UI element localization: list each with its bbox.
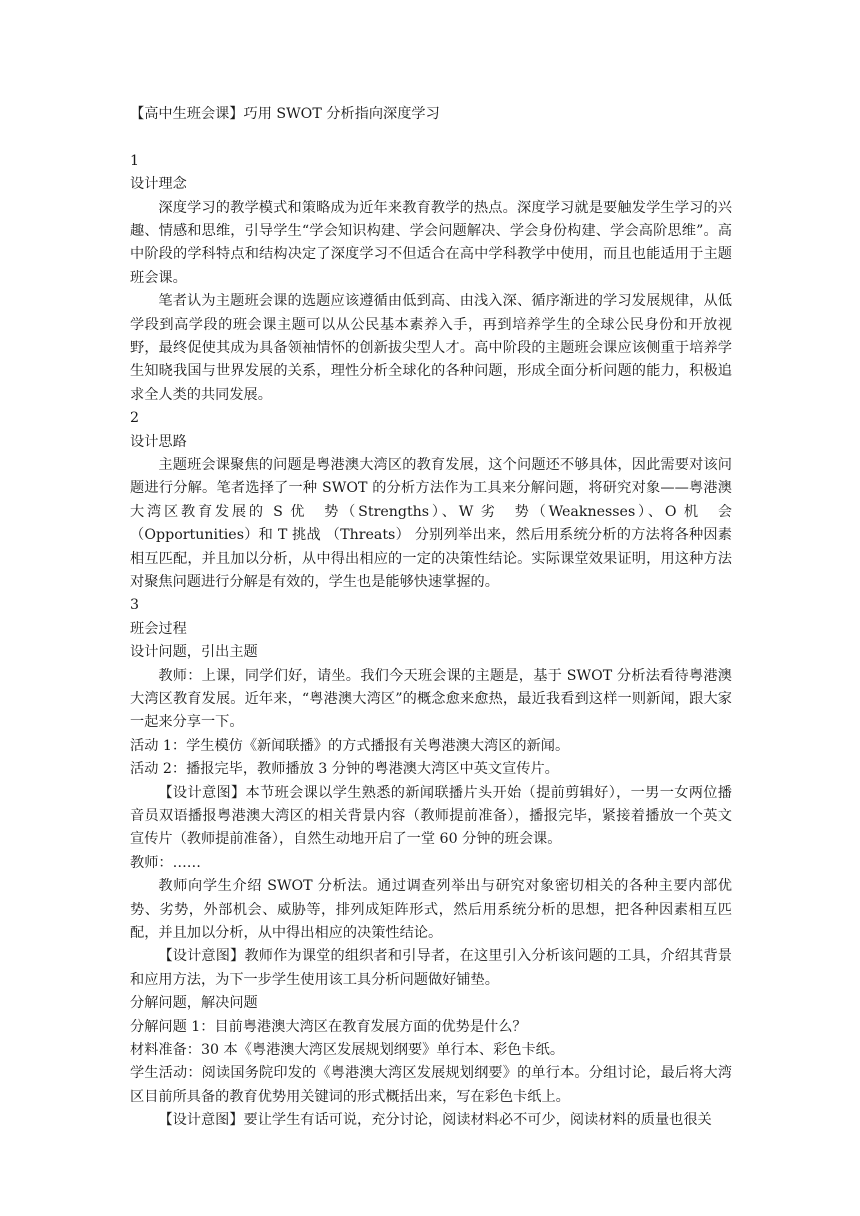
activity-2: 活动 2：播报完毕，教师播放 3 分钟的粤港澳大湾区中英文宣传片。 — [130, 761, 559, 778]
design-intent-3: 【设计意图】要让学生有话可说，充分讨论，阅读材料必不可少，阅读材料的质量也很关 — [158, 1112, 712, 1129]
design-intent-2: 【设计意图】教师作为课堂的组织者和引导者，在这里引入分析该问题的工具，介绍其背景和应用方法，为下一步学生使用该工具分析问题做好铺垫。 — [130, 948, 732, 988]
subheading-design-question: 设计问题，引出主题 — [130, 644, 258, 661]
design-intent-1: 【设计意图】本节班会课以学生熟悉的新闻联播片头开始（提前剪辑好），一男一女两位播音员双语播报粤港澳大湾区的相关背景内容（教师提前准备），播报完毕，紧接着播放一个英文宣传片（教师提前准备），自然生动地开启了一堂 60 分钟的班会课。 — [130, 784, 732, 848]
subheading-decompose-problem: 分解问题，解决问题 — [130, 995, 258, 1012]
swot-intro-paragraph: 教师向学生介绍 SWOT 分析法。通过调查列举出与研究对象密切相关的各种主要内部优势、劣势，外部机会、威胁等，排列成矩阵形式，然后用系统分析的思想，把各种因素相互匹配，并且加以分析，从中得出相应的决策性结论。 — [130, 878, 732, 942]
question-1: 分解问题 1：目前粤港澳大湾区在教育发展方面的优势是什么？ — [130, 1018, 527, 1035]
section-1-heading: 设计理念 — [130, 176, 187, 193]
section-2-paragraph-1: 主题班会课聚焦的问题是粤港澳大湾区的教育发展，这个问题还不够具体，因此需要对该问题进行分解。笔者选择了一种 SWOT 的分析方法作为工具来分解问题，将研究对象——粤港澳大湾区教育发展的 S 优 势（Strengths）、W 劣 势（Weaknesses）、O 机 会（Opportunities）和 T 挑战 （Threats） 分别列举出来，然后用系统分析的方法将各种因素相互匹配，并且加以分析，从中得出相应的一定的决策性结论。实际课堂效果证明，用这种方法对聚焦问题进行分解是有效的，学生也是能够快速掌握的。 — [130, 457, 732, 591]
section-1-number: 1 — [130, 152, 140, 169]
student-activity: 学生活动：阅读国务院印发的《粤港澳大湾区发展规划纲要》的单行本。分组讨论，最后将大湾区目前所具备的教育优势用关键词的形式概括出来，写在彩色卡纸上。 — [130, 1065, 732, 1105]
teacher-ellipsis: 教师：…… — [130, 854, 201, 871]
section-3-number: 3 — [130, 597, 140, 614]
materials-preparation: 材料准备：30 本《粤港澳大湾区发展规划纲要》单行本、彩色卡纸。 — [130, 1042, 565, 1059]
document-page — [130, 103, 732, 1133]
activity-1: 活动 1：学生模仿《新闻联播》的方式播报有关粤港澳大湾区的新闻。 — [130, 737, 570, 754]
blank-line — [130, 126, 732, 149]
section-2-number: 2 — [130, 410, 140, 427]
document-title: 【高中生班会课】巧用 SWOT 分析指向深度学习 — [130, 106, 440, 122]
teacher-intro-paragraph: 教师：上课，同学们好，请坐。我们今天班会课的主题是，基于 SWOT 分析法看待粤港澳大湾区教育发展。近年来，“粤港澳大湾区”的概念愈来愈热，最近我看到这样一则新闻，跟大家一起来分享一下。 — [130, 667, 732, 731]
section-2-heading: 设计思路 — [130, 433, 187, 450]
section-1-paragraph-1: 深度学习的教学模式和策略成为近年来教育教学的热点。深度学习就是要触发学生学习的兴趣、情感和思维，引导学生“学会知识构建、学会问题解决、学会身份构建、学会高阶思维”。高中阶段的学科特点和结构决定了深度学习不但适合在高中学科教学中使用，而且也能适用于主题班会课。 — [130, 199, 732, 286]
section-3-heading: 班会过程 — [130, 620, 187, 637]
section-1-paragraph-2: 笔者认为主题班会课的选题应该遵循由低到高、由浅入深、循序渐进的学习发展规律，从低学段到高学段的班会课主题可以从公民基本素养入手，再到培养学生的全球公民身份和开放视野，最终促使其成为具备领袖情怀的创新拔尖型人才。高中阶段的主题班会课应该侧重于培养学生知晓我国与世界发展的关系，理性分析全球化的各种问题，形成全面分析问题的能力，积极追求全人类的共同发展。 — [130, 293, 732, 403]
